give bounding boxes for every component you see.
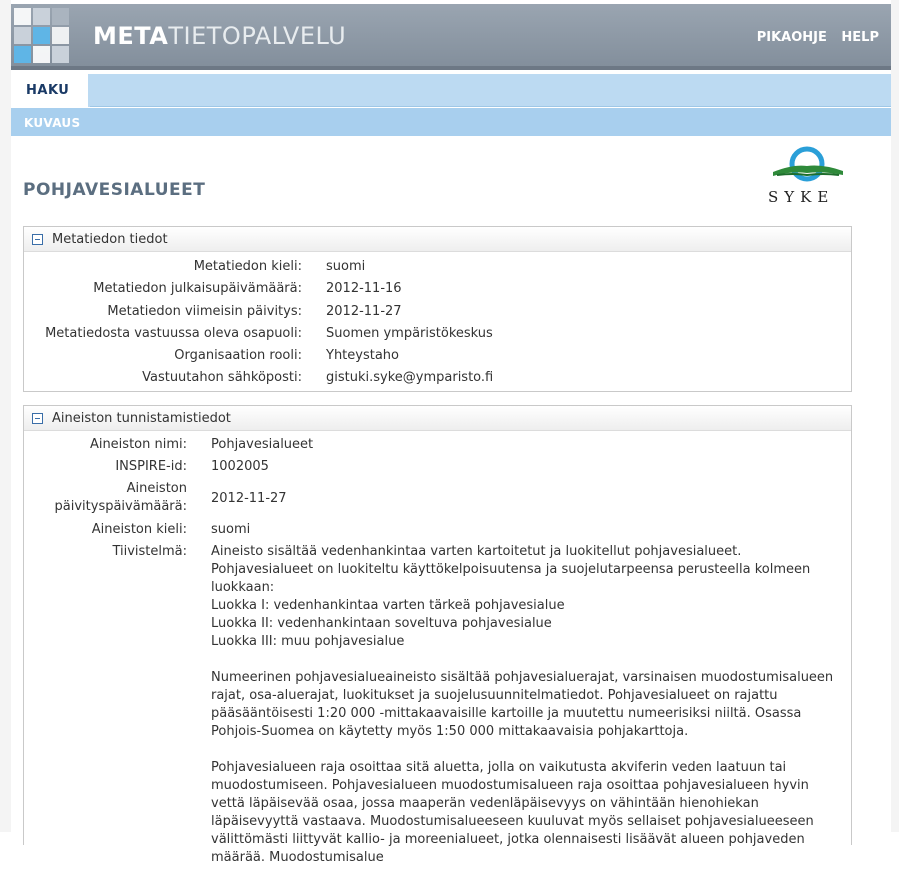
row-label-line: päivityspäivämäärä: [54, 499, 187, 514]
row-label: Metatiedon kieli: [193, 259, 302, 274]
page-title: POHJAVESIALUEET [23, 180, 206, 200]
row-label: INSPIRE-id: [115, 459, 187, 474]
row-label: Aineiston nimi: [89, 437, 187, 452]
syke-logo [763, 144, 853, 208]
metadata-panel [23, 226, 852, 392]
row-value: Suomen ympäristökeskus [326, 326, 493, 341]
syke-logo-text: SYKE [768, 188, 835, 206]
row-value: 1002005 [211, 459, 269, 474]
row-label: Organisaation rooli: [174, 348, 302, 363]
primary-nav [11, 74, 891, 107]
abstract-text [211, 543, 836, 885]
abstract-paragraph [211, 543, 836, 651]
row-value: 2012-11-27 [211, 491, 287, 506]
logo-rest-text: TIETOPALVELU [168, 22, 347, 50]
row-label: Aineiston kieli: [91, 522, 187, 537]
row-label [34, 480, 187, 516]
logo-bold-text: META [93, 22, 169, 50]
site-logo[interactable] [93, 22, 346, 50]
header-links [747, 30, 879, 45]
dataset-panel-header[interactable] [24, 406, 851, 431]
metadata-panel-header[interactable] [24, 227, 851, 252]
tab-kuvaus[interactable]: KUVAUS [24, 116, 81, 130]
secondary-nav [11, 108, 891, 136]
row-label-line: Aineiston [126, 481, 187, 496]
abstract-line: Aineisto sisältää vedenhankintaa varten kartoitetut ja luokitellut pohjavesialueet. Pohjavesialueet on luokiteltu käyttökelpoisuutensa ja suojelutarpeensa perusteella kolmeen luokkaan: [211, 544, 811, 595]
pikaohje-link[interactable]: PIKAOHJE [756, 30, 827, 45]
page [11, 0, 891, 865]
row-label: Metatiedon viimeisin päivitys: [107, 304, 302, 319]
row-label: Metatiedon julkaisupäivämäärä: [93, 281, 302, 296]
collapse-icon[interactable] [32, 234, 43, 245]
row-label: Metatiedosta vastuussa oleva osapuoli: [45, 326, 302, 341]
abstract-line: Luokka II: vedenhankintaan soveltuva pohjavesialue [211, 616, 552, 631]
metadata-panel-title: Metatiedon tiedot [52, 232, 168, 247]
page-margin-left [0, 0, 11, 832]
collapse-icon[interactable] [32, 413, 43, 424]
dataset-panel-title: Aineiston tunnistamistiedot [52, 411, 231, 426]
row-label: Vastuutahon sähköposti: [142, 370, 302, 385]
syke-emblem-icon [763, 144, 853, 188]
row-value: suomi [326, 259, 366, 274]
help-link[interactable]: HELP [841, 30, 879, 45]
row-value: suomi [211, 522, 251, 537]
header-logo-grid [11, 4, 91, 66]
contact-email: gistuki.syke@ymparisto.fi [326, 370, 494, 385]
dataset-panel [23, 405, 852, 865]
abstract-line: Luokka I: vedenhankintaa varten tärkeä pohjavesialue [211, 598, 565, 613]
row-value: 2012-11-16 [326, 281, 402, 296]
row-value: Yhteystaho [326, 348, 399, 363]
site-header [11, 4, 891, 70]
page-margin-right [891, 0, 899, 832]
tab-haku[interactable]: HAKU [11, 74, 90, 107]
abstract-paragraph: Numeerinen pohjavesialueaineisto sisältää pohjavesialuerajat, varsinaisen muodostumisalueen rajat, osa-aluerajat, luokitukset ja suojelusuunnitelmatiedot. Pohjavesialueet on rajattu pääsääntöisesti 1:20 000 -mittakaavaisille kartoille ja muutettu numeerisiksi niiltä. Osassa Pohjois-Suomea on käytetty myös 1:50 000 mittakaavaisia pohjakarttoja. [211, 670, 834, 739]
abstract-line: Luokka III: muu pohjavesialue [211, 634, 405, 649]
row-value: Pohjavesialueet [211, 437, 314, 452]
row-value: 2012-11-27 [326, 304, 402, 319]
abstract-paragraph: Pohjavesialueen raja osoittaa sitä aluetta, jolla on vaikutusta akviferin veden laatuun tai muodostumiseen. Pohjavesialueen muodostumisalueen raja osoittaa pohjavesialueen hyvin vettä läpäisevää osaa, jossa maaperän vedenläpäisevyys on vähintään hienohiekan läpäisevyyttä vastaava. Muodostumisalueeseen kuuluvat myös sellaiset pohjavesialueeseen välittömästi liittyvät kallio- ja moreenialueet, jotka olennaisesti lisäävät alueen pohjaveden määrää. Muodostumisalue [211, 760, 814, 865]
abstract-label: Tiivistelmä: [112, 544, 187, 559]
